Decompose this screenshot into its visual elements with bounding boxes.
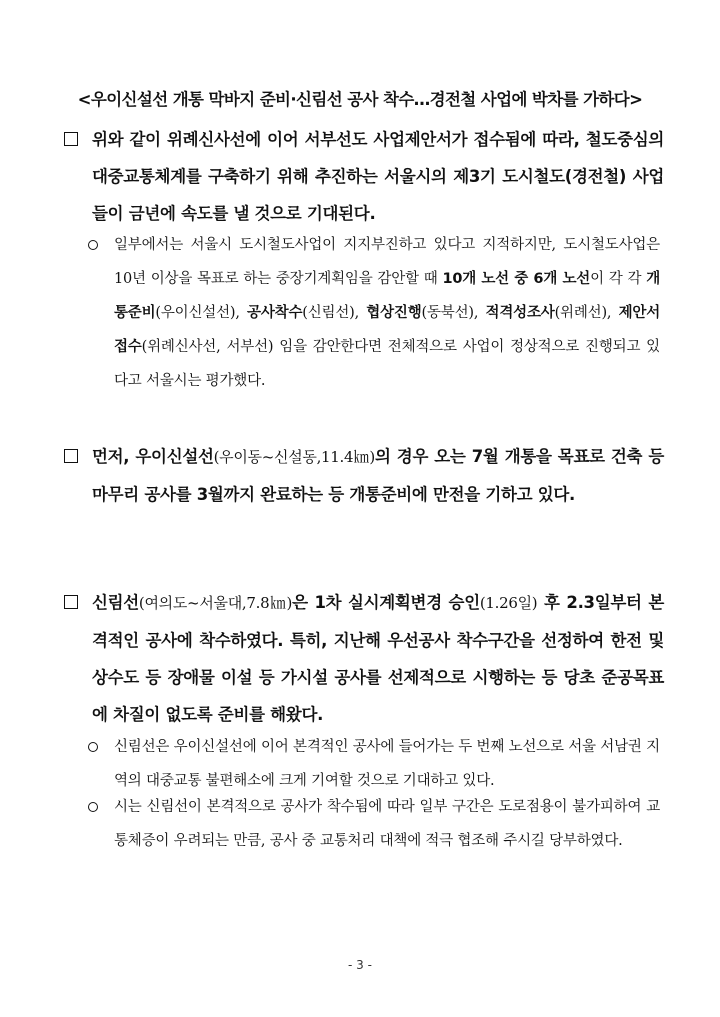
section-3-bullet-2-text: 시는 신림선이 본격적으로 공사가 착수됨에 따라 일부 구간은 도로점용이 불가피하여 교통체증이 우려되는 만큼, 공사 중 교통처리 대책에 적극 협조해 주시길 당부하였다. bbox=[114, 799, 660, 849]
section-1-bullet-1 bbox=[88, 228, 660, 398]
circle-bullet-icon bbox=[88, 240, 98, 250]
section-1-bullet-1-text: 일부에서는 서울시 도시철도사업이 지지부진하고 있다고 지적하지만, 도시철도사업은 10년 이상을 목표로 하는 중장기계획임을 감안할 때 10개 노선 중 6개 노선이 각 각 개통준비(우이신설선), 공사착수(신림선), 협상진행(동북선), 적격성조사(위례선), 제안서 접수(위례신사선, 서부선) 임을 감안한다면 전체적으로 사업이 정상적으로 진행되고 있다고 서울시는 평가했다. bbox=[114, 237, 661, 389]
section-3-text: 신림선(여의도~서울대,7.8㎞)은 1차 실시계획변경 승인(1.26일) 후 2.3일부터 본격적인 공사에 착수하였다. 특히, 지난해 우선공사 착수구간을 선정하여 한전 및 상수도 등 장애물 이설 등 가시설 공사를 선제적으로 시행하는 등 당초 준공목표에 차질이 없도록 준비를 해왔다. bbox=[92, 593, 665, 724]
section-2-text: 먼저, 우이신설선(우이동~신설동,11.4㎞)의 경우 오는 7월 개통을 목표로 건축 등 마무리 공사를 3월까지 완료하는 등 개통준비에 만전을 기하고 있다. bbox=[92, 447, 664, 504]
square-bullet-icon bbox=[64, 449, 78, 463]
square-bullet-icon bbox=[64, 595, 78, 609]
square-bullet-icon bbox=[64, 132, 78, 146]
section-1-text: 위와 같이 위례신사선에 이어 서부선도 사업제안서가 접수됨에 따라, 철도중심의 대중교통체계를 구축하기 위해 추진하는 서울시의 제3기 도시철도(경전철) 사업들이 금년에 속도를 낼 것으로 기대된다. bbox=[92, 130, 664, 223]
section-3-paragraph bbox=[64, 584, 664, 733]
section-2-paragraph bbox=[64, 438, 664, 513]
section-3-bullet-1-text: 신림선은 우이신설선에 이어 본격적인 공사에 들어가는 두 번째 노선으로 서울 서남권 지역의 대중교통 불편해소에 크게 기여할 것으로 기대하고 있다. bbox=[114, 739, 660, 789]
document-title: <우이신설선 개통 막바지 준비·신림선 공사 착수…경전철 사업에 박차를 가하다> bbox=[77, 90, 643, 109]
circle-bullet-icon bbox=[88, 802, 98, 812]
section-1-paragraph bbox=[64, 121, 664, 232]
page-number: - 3 - bbox=[348, 958, 372, 972]
section-3-bullet-2 bbox=[88, 790, 660, 858]
section-3-bullet-1 bbox=[88, 730, 660, 798]
circle-bullet-icon bbox=[88, 742, 98, 752]
